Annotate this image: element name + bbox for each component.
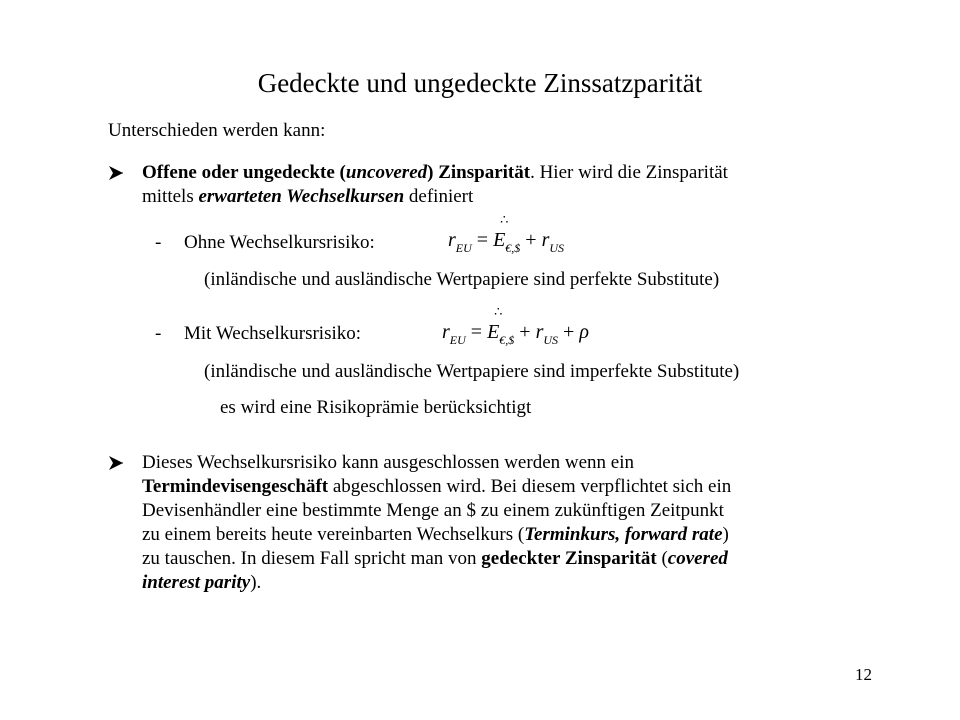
bullet-uncovered-parity [142, 161, 728, 209]
bullet2-interest-parity: interest parity [142, 572, 251, 593]
case2-dash: - [155, 323, 162, 344]
bullet2-line6-end: ). [250, 572, 262, 593]
case1-note: (inländische und ausländische Wertpapiere sind perfekte Substitute) [204, 269, 720, 290]
bullet1-text2: mittels [142, 186, 199, 207]
page-number: 12 [855, 665, 872, 684]
bullet1-expected-rates: erwarteten Wechselkursen [198, 186, 405, 207]
bullet1-text1: . Hier wird die Zinsparität [530, 162, 728, 183]
case2-label: Mit Wechselkursrisiko: [184, 323, 362, 344]
bullet2-line3: Devisenhändler eine bestimmte Menge an $ zu einem zukünftigen Zeitpunkt [142, 500, 724, 521]
bullet2-line4-text: zu einem bereits heute vereinbarten Wechselkurs ( [142, 524, 525, 545]
bullet2-line5-text2: ( [656, 548, 668, 569]
slide-title: Gedeckte und ungedeckte Zinssatzparität [257, 68, 703, 98]
formula-no-risk: $r_{EU}$ = ∴ $E_{€,\$} + r_{US}$ [448, 212, 565, 255]
bullet1-uncovered: uncovered [345, 162, 428, 183]
expectation-dots-icon: ∴ [494, 304, 502, 319]
expectation-dots-icon: ∴ [500, 212, 508, 227]
bullet2-forward-rate: Terminkurs, forward rate [524, 524, 723, 545]
bullet2-covered-parity: gedeckter Zinsparität [481, 548, 657, 569]
arrow-bullet-icon [108, 165, 124, 181]
intro-text: Unterschieden werden kann: [108, 120, 326, 141]
bullet2-line4-end: ) [722, 524, 729, 545]
bullet2-line1: Dieses Wechselkursrisiko kann ausgeschlossen werden wenn ein [142, 452, 634, 473]
bullet1-text3: definiert [404, 186, 474, 207]
arrow-bullet-icon [108, 455, 124, 471]
bullet-forward-exchange [142, 451, 731, 595]
bullet2-forward-exchange-term: Termindevisengeschäft [142, 476, 329, 497]
formula-with-risk: $r_{EU}$ = ∴ $E_{€,\$} + r_{US} + \rho$ [442, 304, 589, 347]
bullet1-bold1: Offene oder ungedeckte ( [142, 162, 346, 183]
bullet2-covered: covered [667, 548, 728, 569]
bullet2-line2-text: abgeschlossen wird. Bei diesem verpflichtet sich ein [328, 476, 732, 497]
case2-note2: es wird eine Risikoprämie berücksichtigt [220, 397, 532, 418]
case1-label: Ohne Wechselkursrisiko: [184, 232, 375, 253]
case2-note: (inländische und ausländische Wertpapiere sind imperfekte Substitute) [204, 361, 740, 382]
case1-dash: - [155, 232, 162, 253]
bullet2-line5-text: zu tauschen. In diesem Fall spricht man von [142, 548, 482, 569]
bullet1-bold2: ) Zinsparität [427, 162, 531, 183]
